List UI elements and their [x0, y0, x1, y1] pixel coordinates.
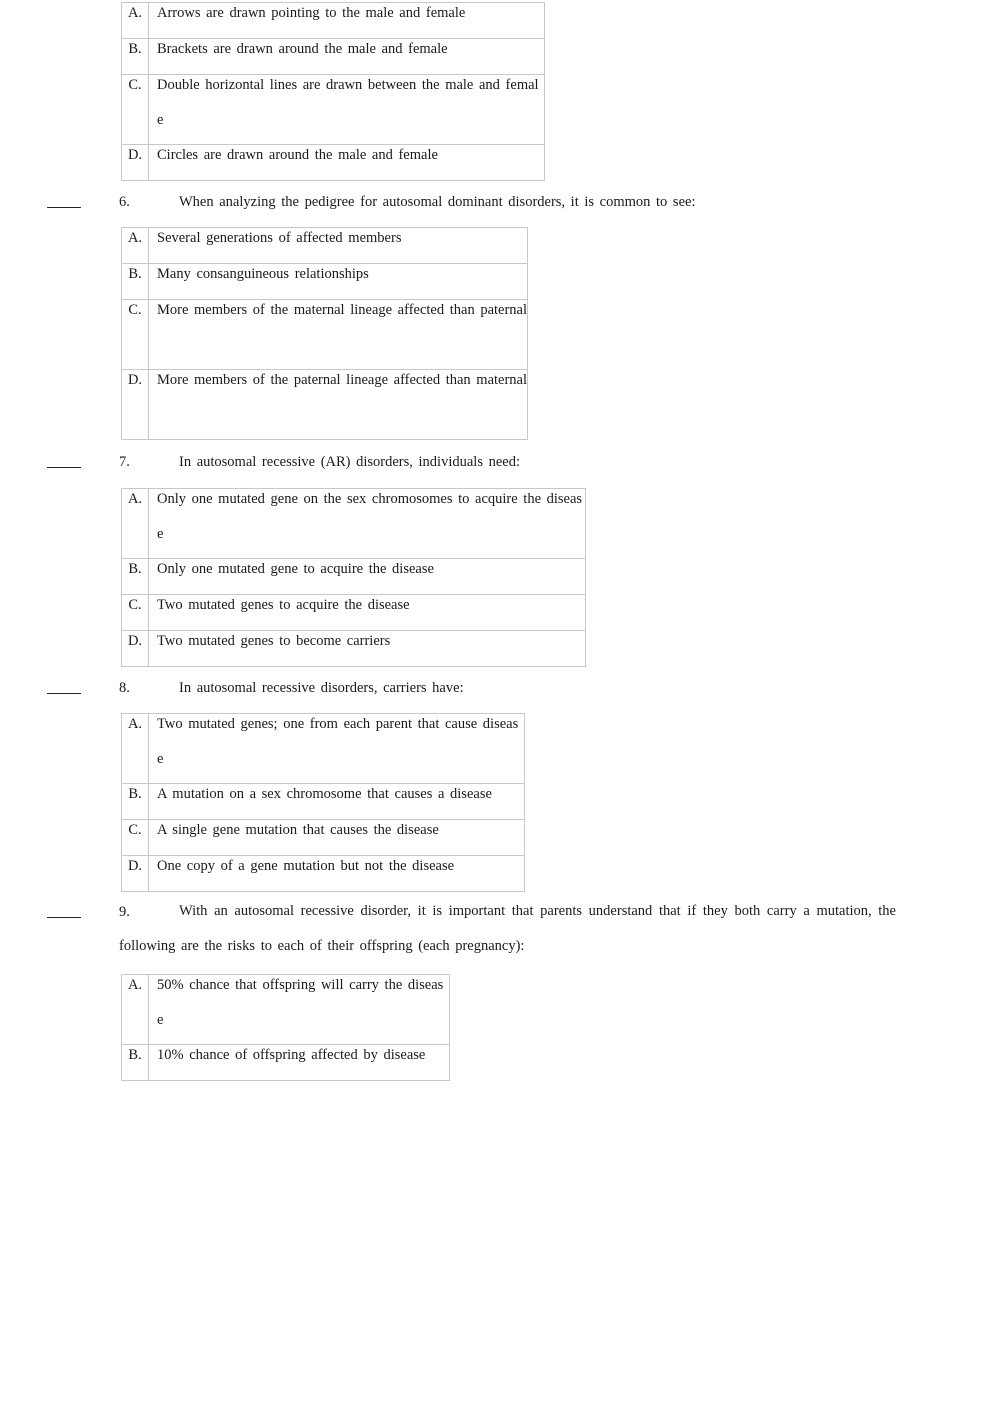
answer-blank[interactable] — [47, 207, 81, 208]
option-letter: A. — [122, 975, 149, 1045]
option-text: Several generations of affected members — [149, 228, 528, 264]
options-table-q9 — [121, 974, 450, 1081]
option-letter: C. — [122, 300, 149, 370]
option-letter: B. — [122, 559, 149, 595]
option-letter: D. — [122, 631, 149, 667]
option-letter: A. — [122, 489, 149, 559]
question-text: In autosomal recessive disorders, carriers have: — [179, 680, 464, 696]
question-number: 9. — [119, 904, 130, 920]
option-text: More members of the maternal lineage affected than paternal — [149, 300, 528, 370]
option-text: More members of the paternal lineage affected than maternal — [149, 370, 528, 440]
question-text: In autosomal recessive (AR) disorders, individuals need: — [179, 454, 520, 470]
question-number: 6. — [119, 194, 130, 210]
answer-blank[interactable] — [47, 467, 81, 468]
option-letter: D. — [122, 856, 149, 892]
answer-blank[interactable] — [47, 693, 81, 694]
option-row — [122, 145, 545, 181]
options-table-q7 — [121, 488, 586, 667]
option-letter: B. — [122, 784, 149, 820]
option-text: 50% chance that offspring will carry the disease — [149, 975, 450, 1045]
option-letter: D. — [122, 145, 149, 181]
options-table-q8 — [121, 713, 525, 892]
answer-blank[interactable] — [47, 917, 81, 918]
option-row — [122, 300, 528, 370]
question-text: When analyzing the pedigree for autosomal dominant disorders, it is common to see: — [179, 194, 696, 210]
option-text: Brackets are drawn around the male and female — [149, 39, 545, 75]
option-text: Arrows are drawn pointing to the male and female — [149, 3, 545, 39]
option-row — [122, 370, 528, 440]
option-letter: C. — [122, 820, 149, 856]
option-row — [122, 1045, 450, 1081]
option-letter: C. — [122, 75, 149, 145]
option-letter: B. — [122, 1045, 149, 1081]
option-text: Circles are drawn around the male and female — [149, 145, 545, 181]
option-text: A mutation on a sex chromosome that causes a disease — [149, 784, 525, 820]
option-text: Two mutated genes to become carriers — [149, 631, 586, 667]
question-number: 8. — [119, 680, 130, 696]
option-text: Double horizontal lines are drawn between the male and female — [149, 75, 545, 145]
option-row — [122, 489, 586, 559]
option-letter: A. — [122, 228, 149, 264]
option-text: Two mutated genes; one from each parent that cause disease — [149, 714, 525, 784]
option-letter: B. — [122, 264, 149, 300]
option-row — [122, 975, 450, 1045]
option-text: 10% chance of offspring affected by disease — [149, 1045, 450, 1081]
option-row — [122, 714, 525, 784]
option-row — [122, 631, 586, 667]
option-text: Two mutated genes to acquire the disease — [149, 595, 586, 631]
question-text: With an autosomal recessive disorder, it is important that parents understand that if they both carry a mutation, the following are the risks to each of their offspring (each pregnancy): — [119, 903, 896, 954]
option-row — [122, 856, 525, 892]
option-row — [122, 75, 545, 145]
option-text: Many consanguineous relationships — [149, 264, 528, 300]
question-number: 7. — [119, 454, 130, 470]
option-text: A single gene mutation that causes the disease — [149, 820, 525, 856]
option-text: One copy of a gene mutation but not the disease — [149, 856, 525, 892]
option-text: Only one mutated gene on the sex chromosomes to acquire the disease — [149, 489, 586, 559]
options-table-q5 — [121, 2, 545, 181]
option-text: Only one mutated gene to acquire the disease — [149, 559, 586, 595]
option-letter: D. — [122, 370, 149, 440]
options-table-q6 — [121, 227, 528, 440]
option-letter: B. — [122, 39, 149, 75]
option-letter: C. — [122, 595, 149, 631]
option-letter: A. — [122, 3, 149, 39]
option-letter: A. — [122, 714, 149, 784]
